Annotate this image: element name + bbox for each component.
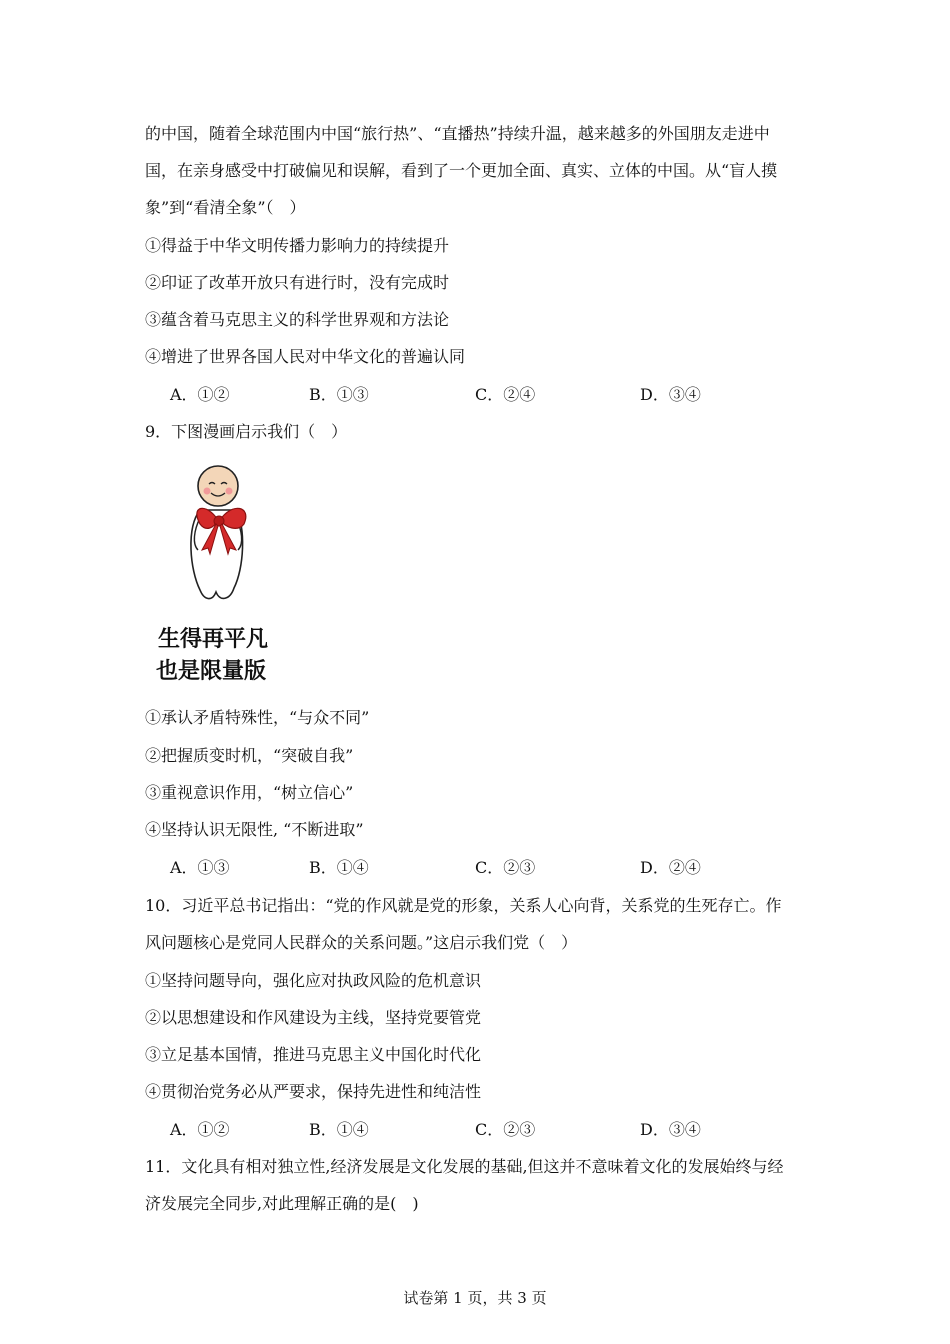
q8-statement-4: ④增进了世界各国人民对中华文化的普遍认同: [145, 347, 466, 366]
q9-statement-2: ②把握质变时机，“突破自我”: [145, 746, 354, 765]
q9-option-a: A．①③: [170, 858, 230, 877]
q10-statement-4: ④贯彻治党务必从严要求，保持先进性和纯洁性: [145, 1082, 482, 1101]
q8-option-d: D．③④: [640, 385, 701, 404]
q11-stem-line-1: 11．文化具有相对独立性,经济发展是文化发展的基础,但这并不意味着文化的发展始终与经: [145, 1157, 784, 1176]
q10-option-c: C．②③: [475, 1120, 536, 1139]
q9-cartoon-image: [150, 458, 290, 688]
q10-stem-line-2: 风问题核心是党同人民群众的关系问题。”这启示我们党（ ）: [145, 933, 578, 952]
cartoon-caption-line-1: 生得再平凡: [158, 627, 269, 652]
q8-option-b: B．①③: [309, 385, 369, 404]
q10-option-b: B．①④: [309, 1120, 369, 1139]
q8-statement-2: ②印证了改革开放只有进行时，没有完成时: [145, 273, 450, 292]
q8-stem-line-3: 象”到“看清全象”（ ）: [145, 198, 306, 217]
q10-statement-3: ③立足基本国情，推进马克思主义中国化时代化: [145, 1045, 482, 1064]
cartoon-caption-line-2: 也是限量版: [156, 659, 267, 684]
q8-stem-line-1: 的中国，随着全球范围内中国“旅行热”、“直播热”持续升温，越来越多的外国朋友走进中: [145, 124, 770, 143]
q8-stem-line-2: 国，在亲身感受中打破偏见和误解，看到了一个更加全面、真实、立体的中国。从“盲人摸: [145, 161, 778, 180]
q8-option-c: C．②④: [475, 385, 536, 404]
q9-option-b: B．①④: [309, 858, 369, 877]
q9-stem: 9．下图漫画启示我们（ ）: [145, 422, 348, 441]
q10-option-a: A．①②: [170, 1120, 230, 1139]
cartoon-figure-with-bow: [150, 458, 290, 688]
q11-stem-line-2: 济发展完全同步,对此理解正确的是( ): [145, 1194, 419, 1213]
q8-statement-1: ①得益于中华文明传播力影响力的持续提升: [145, 236, 450, 255]
q10-statement-1: ①坚持问题导向，强化应对执政风险的危机意识: [145, 971, 482, 990]
q9-statement-4: ④坚持认识无限性, “不断进取”: [145, 820, 364, 839]
q9-option-c: C．②③: [475, 858, 536, 877]
q9-statement-1: ①承认矛盾特殊性，“与众不同”: [145, 708, 370, 727]
q9-statement-3: ③重视意识作用，“树立信心”: [145, 783, 354, 802]
q10-statement-2: ②以思想建设和作风建设为主线，坚持党要管党: [145, 1008, 482, 1027]
q10-option-d: D．③④: [640, 1120, 701, 1139]
page-footer: 试卷第 1 页，共 3 页: [403, 1289, 547, 1307]
q10-stem-line-1: 10．习近平总书记指出：“党的作风就是党的形象，关系人心向背，关系党的生死存亡。作: [145, 896, 782, 915]
q8-statement-3: ③蕴含着马克思主义的科学世界观和方法论: [145, 310, 450, 329]
q8-option-a: A．①②: [170, 385, 230, 404]
q9-option-d: D．②④: [640, 858, 701, 877]
